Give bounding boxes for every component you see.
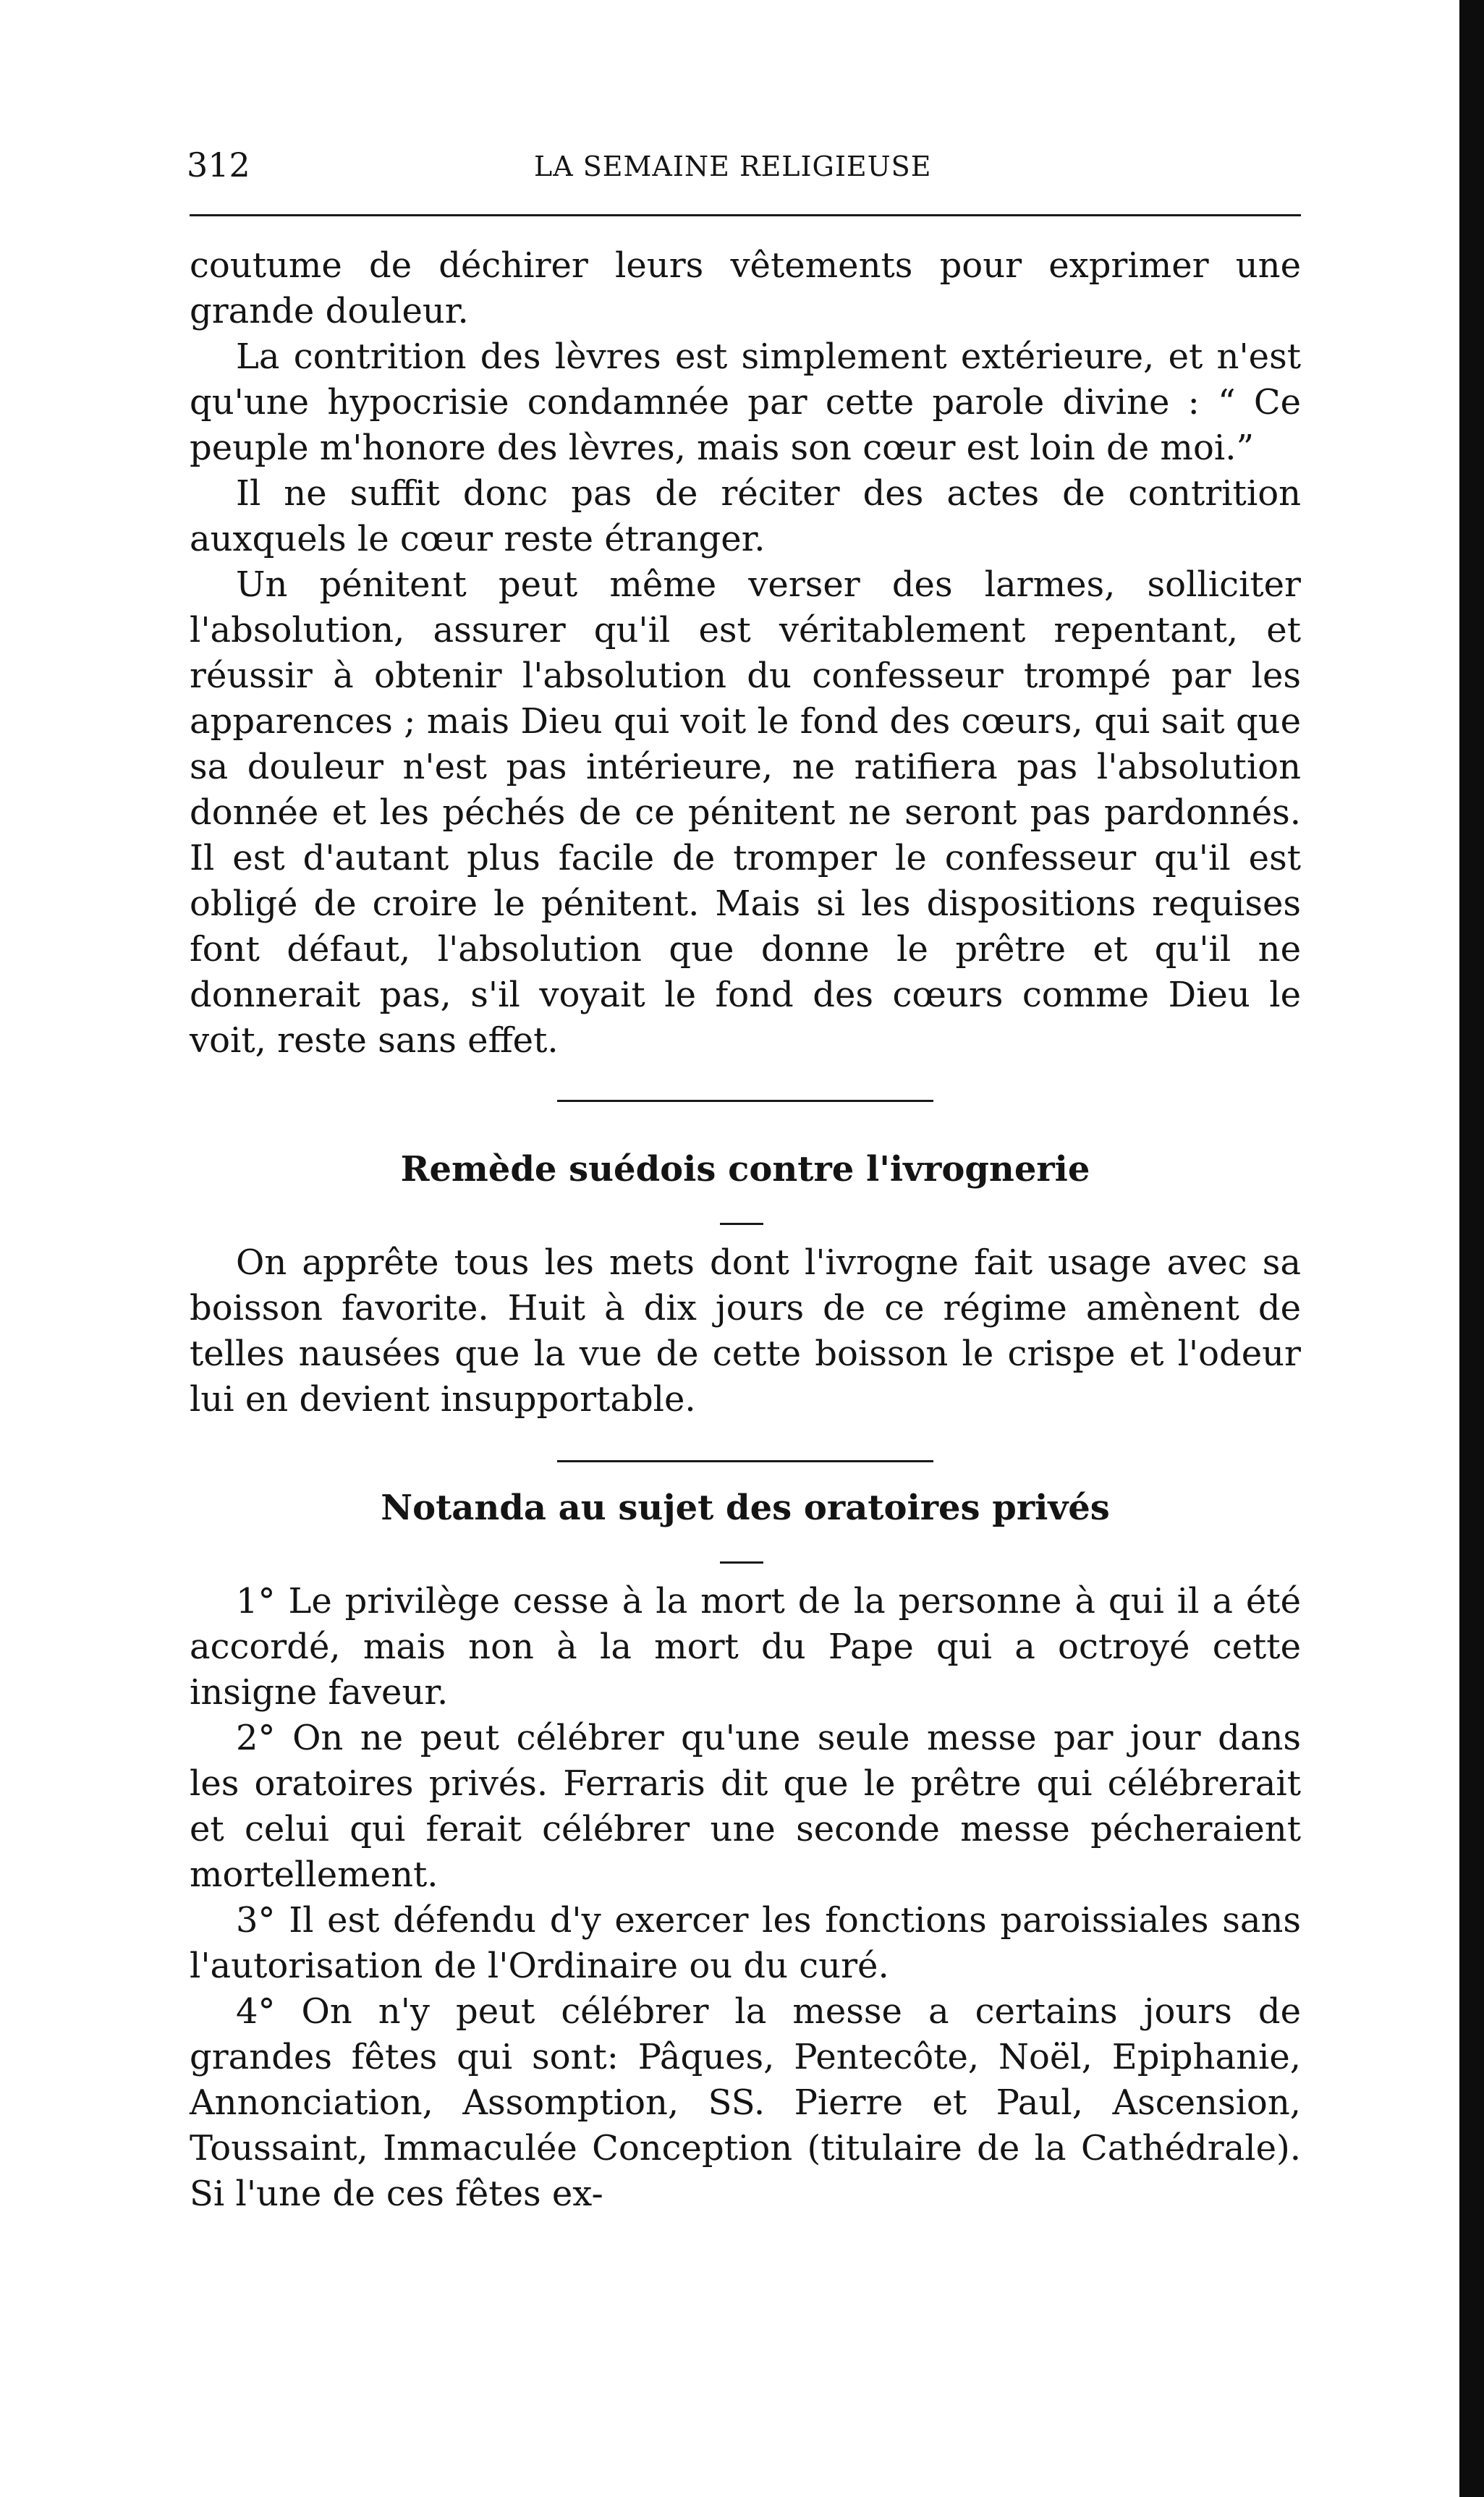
- paragraph: Il ne suffit donc pas de réciter des actes de contrition auxquels le cœur reste étranger.: [190, 473, 1301, 559]
- header-rule: [190, 214, 1301, 216]
- section-separator: [557, 1460, 933, 1462]
- section-remede: [190, 1240, 1301, 1423]
- paragraph: 1° Le privilège cesse à la mort de la personne à qui il a été accordé, mais non à la mort du Pape qui a octroyé cette insigne faveur.: [190, 1581, 1301, 1713]
- section-separator: [557, 1100, 933, 1102]
- page-header: [187, 143, 1301, 194]
- section-notanda: [190, 1579, 1301, 2217]
- title-dash: [720, 1561, 763, 1564]
- section-title-remede: Remède suédois contre l'ivrognerie: [400, 1149, 1090, 1190]
- page-edge-shadow: [1459, 0, 1484, 2497]
- paragraph: La contrition des lèvres est simplement extérieure, et n'est qu'une hypocrisie condamnée par cette parole divine : “ Ce peuple m'honore des lèvres, mais son cœur est loin de moi.”: [190, 336, 1301, 468]
- running-title: LA SEMAINE RELIGIEUSE: [534, 151, 932, 182]
- paragraph: 2° On ne peut célébrer qu'une seule messe par jour dans les oratoires privés. Ferraris dit que le prêtre qui célébrerait et celui qui ferait célébrer une seconde messe pécheraient mortellement.: [190, 1718, 1301, 1895]
- paragraph: 3° Il est défendu d'y exercer les fonctions paroissiales sans l'autorisation de l'Ordinaire ou du curé.: [190, 1900, 1301, 1986]
- paragraph: coutume de déchirer leurs vêtements pour exprimer une grande douleur.: [190, 245, 1301, 331]
- title-dash: [720, 1223, 763, 1225]
- paragraph: 4° On n'y peut célébrer la messe a certains jours de grandes fêtes qui sont: Pâques, Pentecôte, Noël, Epiphanie, Annonciation, Assomption, SS. Pierre et Paul, Ascension, Toussaint, Immaculée Conception (titulaire de la Cathédrale). Si l'une de ces fêtes ex-: [190, 1991, 1301, 2214]
- paragraph: Un pénitent peut même verser des larmes, solliciter l'absolution, assurer qu'il est véritablement repentant, et réussir à obtenir l'absolution du confesseur trompé par les apparences ; mais Dieu qui voit le fond des cœurs, qui sait que sa douleur n'est pas intérieure, ne ratifiera pas l'absolution donnée et les péchés de ce pénitent ne seront pas pardonnés. Il est d'autant plus facile de tromper le confesseur qu'il est obligé de croire le pénitent. Mais si les dispositions requises font défaut, l'absolution que donne le prêtre et qu'il ne donnerait pas, s'il voyait le fond des cœurs comme Dieu le voit, reste sans effet.: [190, 564, 1301, 1061]
- page-number: 312: [187, 145, 250, 185]
- paragraph: On apprête tous les mets dont l'ivrogne fait usage avec sa boisson favorite. Huit à dix jours de ce régime amènent de telles nausées que la vue de cette boisson le crispe et l'odeur lui en devient insupportable.: [190, 1242, 1301, 1420]
- section-title-notanda: Notanda au sujet des oratoires privés: [381, 1488, 1110, 1528]
- section-contrition: [190, 243, 1301, 1064]
